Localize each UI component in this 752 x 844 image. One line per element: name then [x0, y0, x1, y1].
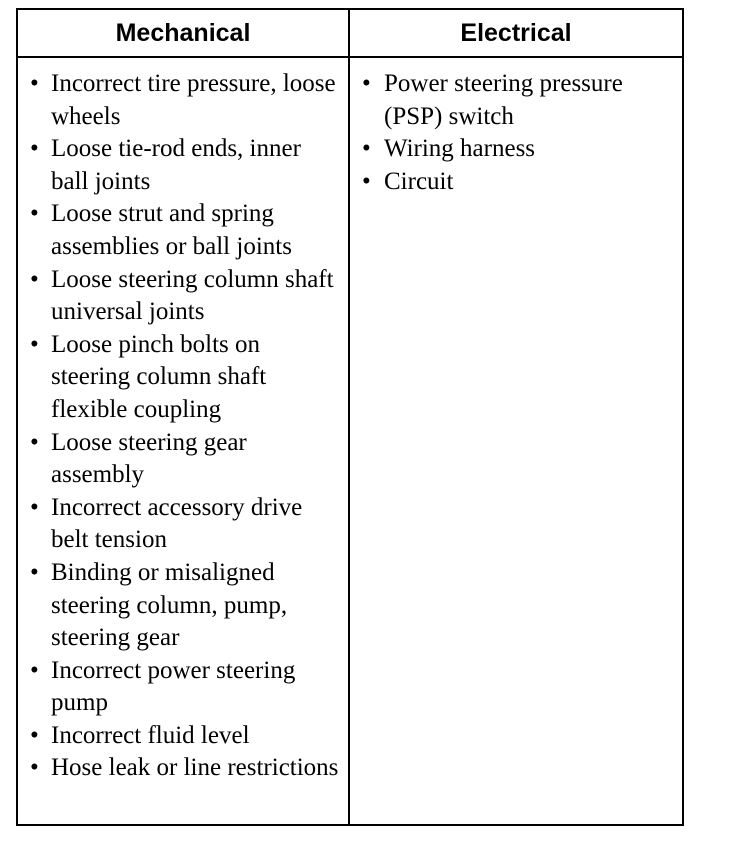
list-item: • Loose steering column shaft universal joints — [18, 264, 344, 329]
list-item: • Incorrect fluid level — [18, 720, 344, 753]
list-item: • Hose leak or line restrictions — [18, 752, 344, 785]
list-item: • Loose strut and spring assemblies or ball joints — [18, 198, 344, 263]
list-item: • Circuit — [350, 166, 678, 199]
list-item: • Loose tie-rod ends, inner ball joints — [18, 133, 344, 198]
electrical-list — [350, 68, 682, 198]
list-item: • Incorrect accessory drive belt tension — [18, 492, 344, 557]
list-item: • Loose pinch bolts on steering column shaft flexible coupling — [18, 329, 344, 427]
mechanical-header: Mechanical — [18, 10, 350, 58]
electrical-header: Electrical — [350, 10, 682, 58]
list-item: • Incorrect power steering pump — [18, 655, 344, 720]
electrical-column — [350, 58, 682, 824]
list-item: • Incorrect tire pressure, loose wheels — [18, 68, 344, 133]
mechanical-list — [18, 68, 348, 785]
list-item: • Power steering pressure (PSP) switch — [350, 68, 678, 133]
list-item: • Binding or misaligned steering column, pump, steering gear — [18, 557, 344, 655]
list-item: • Wiring harness — [350, 133, 678, 166]
diagnosis-table — [16, 8, 684, 826]
list-item: • Loose steering gear assembly — [18, 427, 344, 492]
mechanical-column — [18, 58, 350, 824]
